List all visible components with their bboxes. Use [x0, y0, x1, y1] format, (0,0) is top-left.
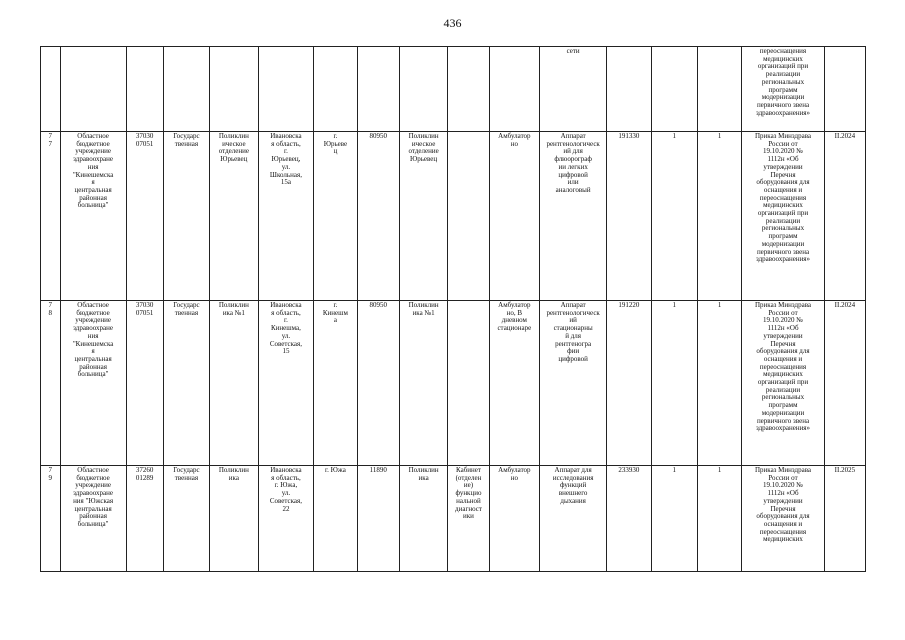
cell-code: 191220: [607, 301, 651, 466]
equipment-table: [40, 46, 866, 572]
cell-address: Ивановска я область, г. Южа, ул. Советская, 22: [258, 466, 314, 572]
cell-qty2: 1: [697, 466, 741, 572]
cell-oktmo: [357, 47, 399, 132]
cell-date: II.2025: [824, 466, 865, 572]
cell-equipment: Аппарат рентгенологическ ий стационарны й для рентгеногра фии цифровой: [540, 301, 607, 466]
cell-care: Амбулатор но, В дневном стационаре: [489, 301, 540, 466]
cell-qty: [651, 47, 697, 132]
cell-no: 7 8: [41, 301, 61, 466]
cell-care: [489, 47, 540, 132]
cell-settlement: [314, 47, 357, 132]
cell-date: II.2024: [824, 301, 865, 466]
cell-qty: 1: [651, 301, 697, 466]
cell-date: II.2024: [824, 132, 865, 301]
table-row: [41, 466, 866, 572]
cell-unit: Поликлин ика №1: [210, 301, 258, 466]
cell-code: [607, 47, 651, 132]
cell-qty2: 1: [697, 301, 741, 466]
cell-qty2: 1: [697, 132, 741, 301]
cell-ownership: Государс твенная: [163, 301, 209, 466]
table-row: [41, 301, 866, 466]
cell-code: 191330: [607, 132, 651, 301]
cell-address: [258, 47, 314, 132]
cell-basis: переоснащения медицинских организаций при реализации региональных программ модернизации первичного звена здравоохранения»: [742, 47, 825, 132]
table-row: [41, 132, 866, 301]
cell-equipment: Аппарат рентгенологическ ий для флюорограф ии легких цифровой или аналоговый: [540, 132, 607, 301]
cell-inn: 37030 07051: [126, 132, 163, 301]
cell-date: [824, 47, 865, 132]
cell-code: 233930: [607, 466, 651, 572]
cell-qty: 1: [651, 466, 697, 572]
cell-ownership: Государс твенная: [163, 132, 209, 301]
cell-ownership: Государс твенная: [163, 466, 209, 572]
cell-settlement: г. Кинешм а: [314, 301, 357, 466]
cell-basis: Приказ Минздрава России от 19.10.2020 № 1112н «Об утверждении Перечня оборудования для оснащения и переоснащения медицинских организаций при реализации региональных программ модернизации первичного звена здравоохранения»: [742, 301, 825, 466]
cell-no: 7 7: [41, 132, 61, 301]
cell-room: Кабинет (отделен ие) функцио нальной диагност ики: [448, 466, 489, 572]
cell-unit: Поликлин ика: [210, 466, 258, 572]
table-row: [41, 47, 866, 132]
cell-equipment: Аппарат для исследования функций внешнего дыхания: [540, 466, 607, 572]
cell-basis: Приказ Минздрава России от 19.10.2020 № 1112н «Об утверждении Перечня оборудования для оснащения и переоснащения медицинских организаций при реализации региональных программ модернизации первичного звена здравоохранения»: [742, 132, 825, 301]
cell-room: [448, 301, 489, 466]
cell-building: Поликлин ика №1: [399, 301, 447, 466]
cell-room: [448, 47, 489, 132]
cell-no: 7 9: [41, 466, 61, 572]
cell-inn: 37260 01289: [126, 466, 163, 572]
cell-qty2: [697, 47, 741, 132]
cell-oktmo: 80950: [357, 132, 399, 301]
cell-unit: [210, 47, 258, 132]
cell-care: Амбулатор но: [489, 132, 540, 301]
cell-inn: 37030 07051: [126, 301, 163, 466]
cell-no: [41, 47, 61, 132]
cell-room: [448, 132, 489, 301]
cell-org: [60, 47, 126, 132]
cell-settlement: г. Южа: [314, 466, 357, 572]
cell-building: Поликлин ическое отделение Юрьевец: [399, 132, 447, 301]
cell-basis: Приказ Минздрава России от 19.10.2020 № 1112н «Об утверждении Перечня оборудования для оснащения и переоснащения медицинских: [742, 466, 825, 572]
cell-org: Областное бюджетное учреждение здравоохране ния "Кинешемска я центральная районная больница": [60, 301, 126, 466]
cell-org: Областное бюджетное учреждение здравоохране ния "Кинешемска я центральная районная больница": [60, 132, 126, 301]
page-number: 436: [443, 16, 462, 30]
cell-building: [399, 47, 447, 132]
cell-address: Ивановска я область, г. Юрьевец, ул. Школьная, 15а: [258, 132, 314, 301]
cell-equipment: сети: [540, 47, 607, 132]
cell-care: Амбулатор но: [489, 466, 540, 572]
cell-address: Ивановска я область, г. Кинешма, ул. Советская, 15: [258, 301, 314, 466]
cell-ownership: [163, 47, 209, 132]
cell-inn: [126, 47, 163, 132]
cell-org: Областное бюджетное учреждение здравоохране ния "Южская центральная районная больница": [60, 466, 126, 572]
cell-unit: Поликлин ическое отделение Юрьевец: [210, 132, 258, 301]
cell-settlement: г. Юрьеве ц: [314, 132, 357, 301]
cell-oktmo: 11890: [357, 466, 399, 572]
cell-building: Поликлин ика: [399, 466, 447, 572]
cell-qty: 1: [651, 132, 697, 301]
cell-oktmo: 80950: [357, 301, 399, 466]
